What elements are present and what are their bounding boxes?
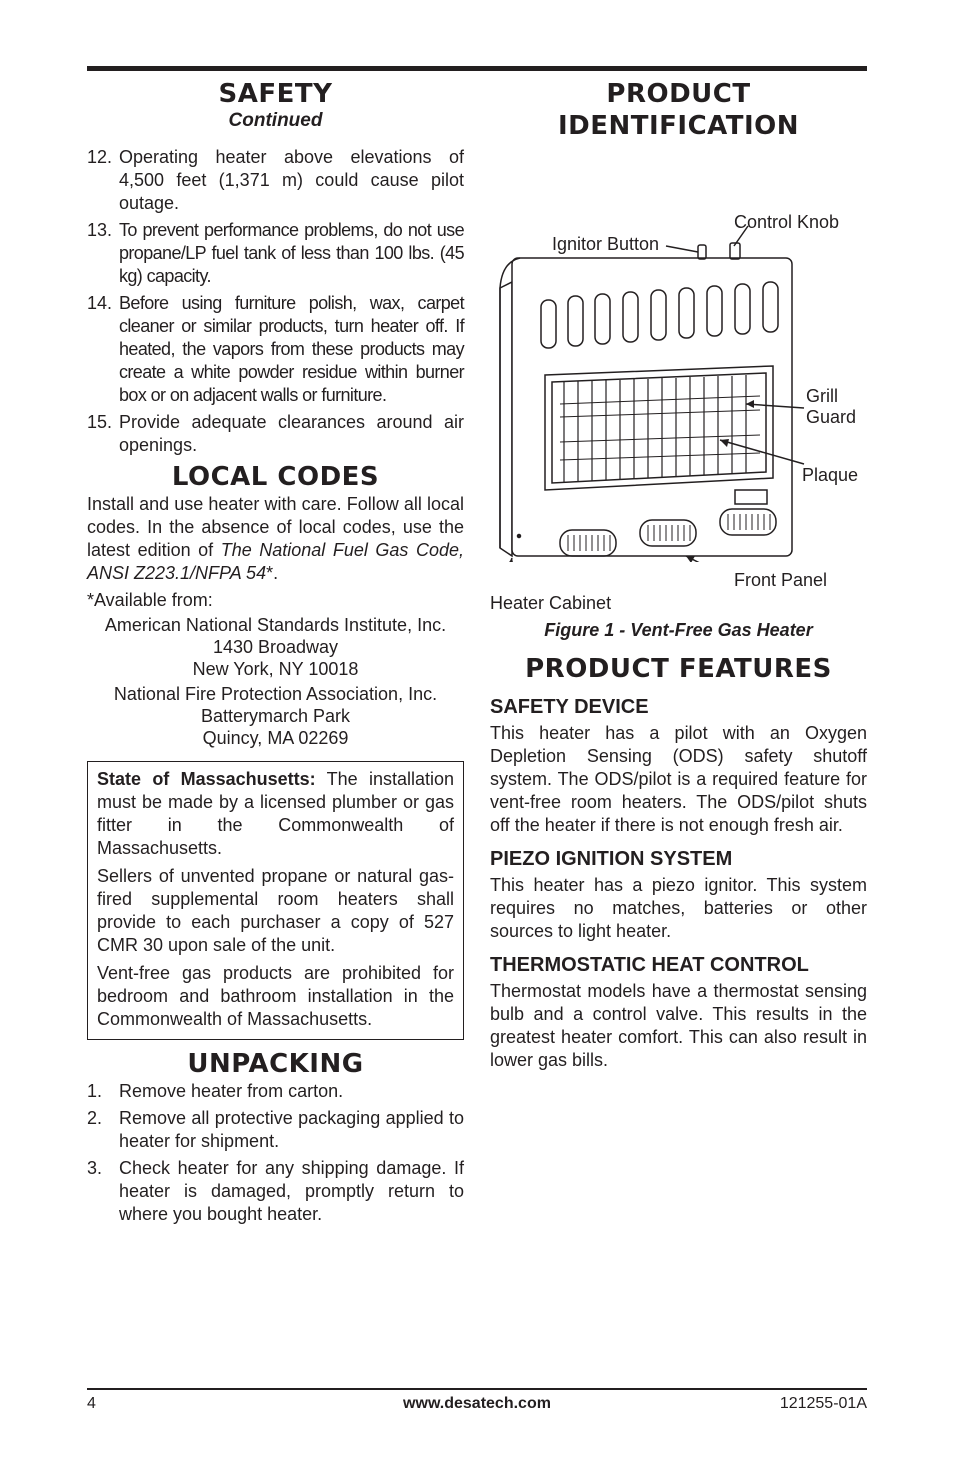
document-number: 121255-01A xyxy=(779,1395,867,1412)
list-item xyxy=(87,1107,464,1153)
right-column xyxy=(490,78,867,1072)
available-from: *Available from: xyxy=(87,590,213,610)
address-block xyxy=(87,614,464,680)
top-rule xyxy=(87,66,867,71)
left-column xyxy=(87,78,464,1230)
label-line: Grill xyxy=(806,386,838,406)
heater-illustration xyxy=(490,142,867,562)
feature-heading: THERMOSTATIC HEAT CONTROL xyxy=(490,954,809,976)
item-number: 3. xyxy=(87,1158,103,1178)
item-text: Provide adequate clearances around air openings. xyxy=(119,412,464,455)
heater-cabinet-label: Heater Cabinet xyxy=(490,593,612,613)
notice-paragraph xyxy=(97,768,454,860)
product-identification-title xyxy=(490,78,867,142)
address-line: New York, NY 10018 xyxy=(192,659,359,679)
grill-guard-label xyxy=(806,386,856,428)
figure-caption: Figure 1 - Vent-Free Gas Heater xyxy=(544,620,813,640)
paragraph-end: *. xyxy=(266,563,279,583)
unpacking-list xyxy=(87,1080,464,1226)
address-block xyxy=(87,683,464,749)
notice-text: The installation must be made by a licensed plumber or gas fitter in the Commonwealth of Massachusetts. xyxy=(97,769,454,858)
ignitor-button-label: Ignitor Button xyxy=(552,234,660,254)
item-text: Before using furniture polish, wax, carpet cleaner or similar products, turn heater off. If heated, the vapors from these products may create a white powder residue within burner box or on adjacent walls or furniture. xyxy=(119,293,464,405)
product-features-title: PRODUCT FEATURES xyxy=(525,654,832,684)
item-number: 1. xyxy=(87,1081,103,1101)
list-item xyxy=(87,292,464,407)
paragraph-text: Install and use heater with care. Follow all local codes. In the absence of local codes, use the latest edition of xyxy=(87,494,464,560)
feature-heading: PIEZO IGNITION SYSTEM xyxy=(490,848,733,870)
list-item xyxy=(87,411,464,457)
feature-section xyxy=(490,847,867,943)
item-text: To prevent performance problems, do not use propane/LP fuel tank of less than 100 lbs. (45 kg) capacity. xyxy=(119,220,464,286)
safety-title: SAFETY xyxy=(218,79,333,109)
item-text: Check heater for any shipping damage. If heater is damaged, promptly return to where you bought heater. xyxy=(119,1158,464,1224)
feature-text: Thermostat models have a thermostat sensing bulb and a control valve. This results in the greatest heater comfort. This can also result in lower gas bills. xyxy=(490,981,867,1070)
notice-paragraph: Vent-free gas products are prohibited for bedroom and bathroom installation in the Commonwealth of Massachusetts. xyxy=(97,963,454,1029)
address-line: National Fire Protection Association, Inc. xyxy=(113,684,438,704)
page-number: 4 xyxy=(87,1395,96,1412)
massachusetts-notice-box xyxy=(87,761,464,1040)
item-text: Remove all protective packaging applied to heater for shipment. xyxy=(119,1108,464,1151)
item-number: 13. xyxy=(87,220,113,240)
feature-text: This heater has a piezo ignitor. This system requires no matches, batteries or other sources to light heater. xyxy=(490,875,867,941)
address-line: Batterymarch Park xyxy=(200,706,351,726)
code-reference: The National Fuel Gas Code, ANSI Z223.1/NFPA 54 xyxy=(87,540,464,583)
control-knob-label: Control Knob xyxy=(734,212,840,232)
feature-section xyxy=(490,695,867,837)
title-line: PRODUCT xyxy=(606,79,751,109)
address-line: 1430 Broadway xyxy=(212,637,339,657)
item-number: 2. xyxy=(87,1108,103,1128)
notice-label: State of Massachusetts: xyxy=(97,769,316,789)
address-line: Quincy, MA 02269 xyxy=(202,728,349,748)
item-number: 15. xyxy=(87,412,113,432)
unpacking-title: UNPACKING xyxy=(187,1049,364,1079)
feature-heading: SAFETY DEVICE xyxy=(490,696,649,718)
label-line: Guard xyxy=(806,407,857,427)
heater-figure xyxy=(490,142,867,613)
item-text: Operating heater above elevations of 4,500 feet (1,371 m) could cause pilot outage. xyxy=(119,147,464,213)
feature-section xyxy=(490,953,867,1072)
safety-subtitle: Continued xyxy=(228,110,323,131)
feature-text: This heater has a pilot with an Oxygen Depletion Sensing (ODS) safety shutoff system. The ODS/pilot is a required feature for vent-free room heaters. The ODS/pilot shuts off the heater if there is not enough fresh air. xyxy=(490,723,867,835)
front-panel-label: Front Panel xyxy=(734,570,828,590)
list-item xyxy=(87,1080,464,1103)
item-number: 14. xyxy=(87,293,113,313)
local-codes-title: LOCAL CODES xyxy=(171,462,380,492)
list-item xyxy=(87,219,464,288)
safety-list xyxy=(87,146,464,457)
list-item xyxy=(87,1157,464,1226)
notice-paragraph: Sellers of unvented propane or natural gas-fired supplemental room heaters shall provide to each purchaser a copy of 527 CMR 30 upon sale of the unit. xyxy=(97,866,454,955)
website-link[interactable]: www.desatech.com xyxy=(403,1395,551,1412)
address-line: American National Standards Institute, Inc. xyxy=(104,615,447,635)
plaque-label: Plaque xyxy=(802,465,859,485)
local-codes-paragraph xyxy=(87,493,464,585)
bottom-rule xyxy=(87,1388,867,1390)
item-number: 12. xyxy=(87,147,113,167)
item-text: Remove heater from carton. xyxy=(119,1081,344,1101)
list-item xyxy=(87,146,464,215)
title-line: IDENTIFICATION xyxy=(557,111,800,141)
